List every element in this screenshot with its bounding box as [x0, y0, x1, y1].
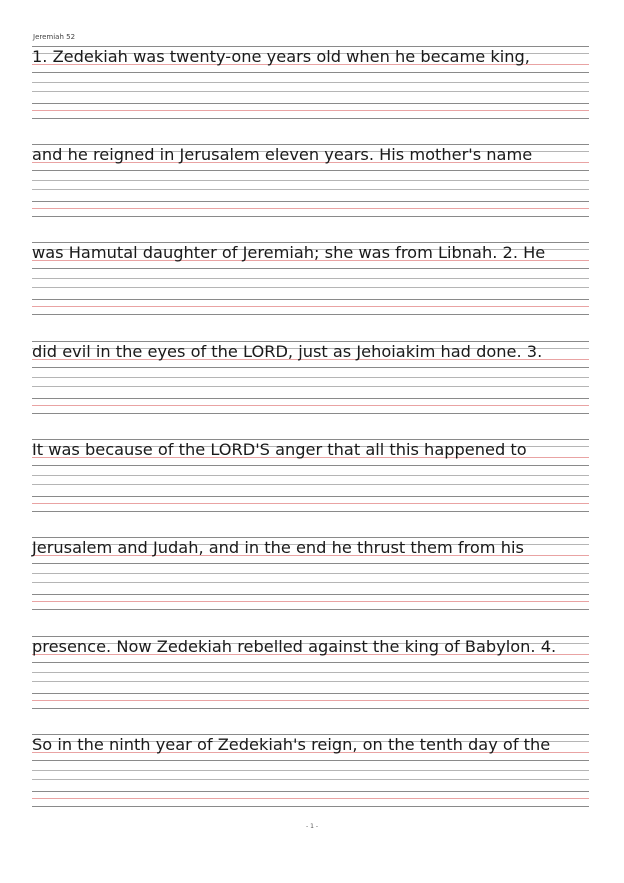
- practice-line-block: [32, 341, 589, 421]
- verse-line: was Hamutal daughter of Jeremiah; she was from Libnah. 2. He: [32, 243, 546, 262]
- verse-line: and he reigned in Jerusalem eleven years. His mother's name: [32, 145, 533, 164]
- verse-line: So in the ninth year of Zedekiah's reign, on the tenth day of the: [32, 735, 551, 754]
- practice-line-block: [32, 636, 589, 716]
- verse-line: It was because of the LORD'S anger that all this happened to: [32, 440, 527, 459]
- verse-line: did evil in the eyes of the LORD, just as Jehoiakim had done. 3.: [32, 342, 543, 361]
- practice-line-block: [32, 144, 589, 224]
- verse-line: Jerusalem and Judah, and in the end he thrust them from his: [32, 538, 524, 557]
- practice-line-block: [32, 439, 589, 519]
- practice-line-block: [32, 46, 589, 126]
- verse-line: presence. Now Zedekiah rebelled against the king of Babylon. 4.: [32, 637, 557, 656]
- page-number: - 1 -: [306, 823, 318, 830]
- page-header: Jeremiah 52: [33, 33, 76, 41]
- practice-line-block: [32, 537, 589, 617]
- practice-line-block: [32, 734, 589, 814]
- verse-line: 1. Zedekiah was twenty-one years old when he became king,: [32, 47, 530, 66]
- practice-line-block: [32, 242, 589, 322]
